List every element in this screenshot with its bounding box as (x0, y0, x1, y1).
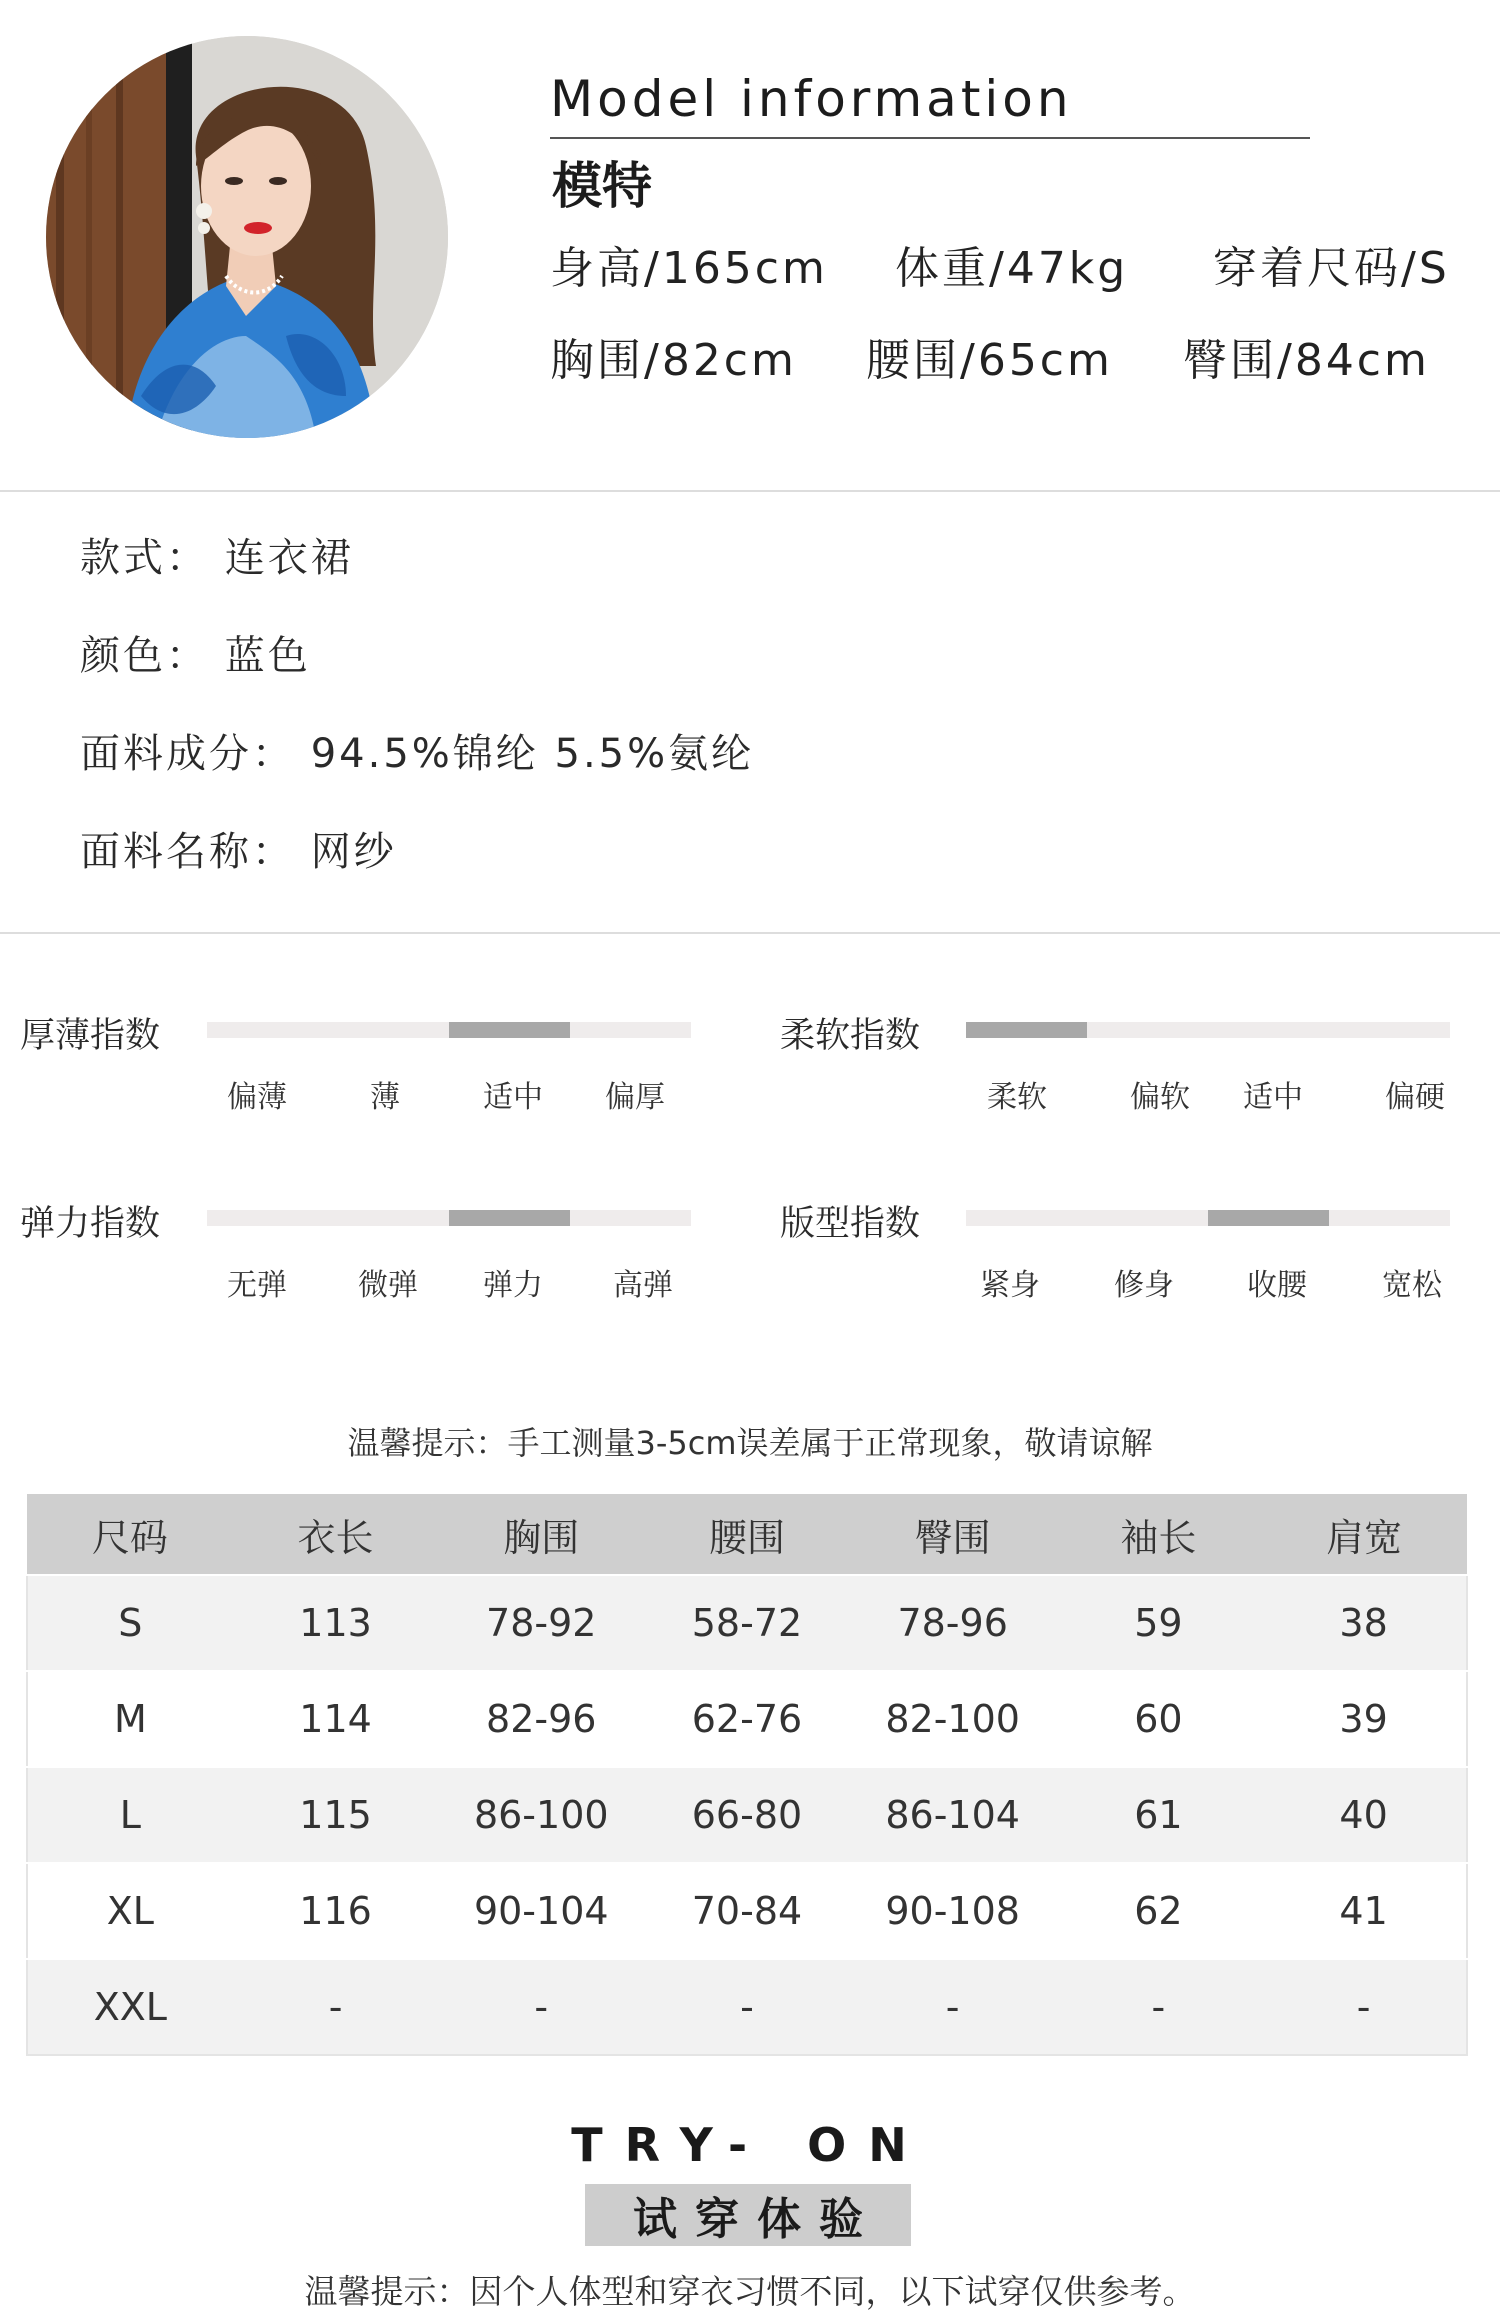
model-photo-illustration (46, 36, 448, 438)
softness-label-2: 偏软 (1130, 1080, 1190, 1115)
elasticity-label-3: 弹力 (483, 1268, 543, 1303)
model-weight: 体重/47kg (895, 243, 1129, 294)
tryon-title-en: TRY- ON (571, 2118, 929, 2172)
table-cell: 58-72 (644, 1575, 850, 1671)
table-cell: - (1056, 1959, 1262, 2055)
elasticity-index-bar (207, 1210, 691, 1226)
elasticity-label-2: 微弹 (358, 1268, 418, 1303)
table-cell: 86-100 (438, 1767, 644, 1863)
thickness-index-title: 厚薄指数 (20, 1016, 161, 1056)
table-cell: 90-108 (850, 1863, 1056, 1959)
table-cell: 38 (1261, 1575, 1467, 1671)
tryon-title-cn: 试穿体验 (633, 2194, 881, 2245)
table-cell: 78-92 (438, 1575, 644, 1671)
table-cell: 41 (1261, 1863, 1467, 1959)
table-row (27, 1767, 1467, 1863)
product-composition: 面料成分： 94.5%锦纶 5.5%氨纶 (80, 731, 755, 777)
table-cell: 62-76 (644, 1671, 850, 1767)
table-cell: - (1261, 1959, 1467, 2055)
header-waist: 腰围 (644, 1494, 850, 1575)
title-underline (550, 137, 1310, 139)
size-table-header (27, 1494, 1467, 1575)
fit-label-2: 修身 (1114, 1268, 1174, 1303)
table-cell: 40 (1261, 1767, 1467, 1863)
product-style: 款式： 连衣裙 (80, 535, 354, 581)
header-shoulder: 肩宽 (1261, 1494, 1467, 1575)
fit-label-4: 宽松 (1382, 1268, 1442, 1303)
table-cell: 82-100 (850, 1671, 1056, 1767)
table-cell: XL (27, 1863, 233, 1959)
fit-label-1: 紧身 (980, 1268, 1040, 1303)
table-row (27, 1575, 1467, 1671)
thickness-label-1: 偏薄 (227, 1080, 287, 1115)
table-cell: - (644, 1959, 850, 2055)
model-photo (46, 36, 448, 438)
table-row (27, 1863, 1467, 1959)
table-cell: 59 (1056, 1575, 1262, 1671)
table-cell: 66-80 (644, 1767, 850, 1863)
elasticity-index-marker (449, 1210, 570, 1226)
table-cell: 113 (233, 1575, 439, 1671)
thickness-index-bar (207, 1022, 691, 1038)
section-divider (0, 932, 1500, 934)
elasticity-label-1: 无弹 (227, 1268, 287, 1303)
softness-label-3: 适中 (1243, 1080, 1303, 1115)
model-bust: 胸围/82cm (550, 335, 797, 386)
header-bust: 胸围 (438, 1494, 644, 1575)
softness-index-marker (966, 1022, 1087, 1038)
model-size: 穿着尺码/S (1213, 243, 1450, 294)
tryon-title-box (585, 2184, 911, 2246)
header-size: 尺码 (27, 1494, 233, 1575)
thickness-index-marker (449, 1022, 570, 1038)
model-height: 身高/165cm (550, 243, 828, 294)
table-row (27, 1959, 1467, 2055)
model-hip: 臀围/84cm (1183, 335, 1430, 386)
softness-label-4: 偏硬 (1385, 1080, 1445, 1115)
tryon-tip: 温馨提示：因个人体型和穿衣习惯不同，以下试穿仅供参考。 (304, 2272, 1196, 2311)
header-length: 衣长 (233, 1494, 439, 1575)
softness-index-title: 柔软指数 (780, 1016, 921, 1056)
elasticity-index-title: 弹力指数 (20, 1204, 161, 1244)
table-cell: 61 (1056, 1767, 1262, 1863)
table-cell: L (27, 1767, 233, 1863)
measurement-tip: 温馨提示：手工测量3-5cm误差属于正常现象，敬请谅解 (347, 1424, 1153, 1462)
softness-label-1: 柔软 (987, 1080, 1047, 1115)
table-cell: 115 (233, 1767, 439, 1863)
table-cell: 70-84 (644, 1863, 850, 1959)
softness-index-bar (966, 1022, 1450, 1038)
fit-index-bar (966, 1210, 1450, 1226)
thickness-label-2: 薄 (370, 1080, 400, 1115)
table-cell: - (850, 1959, 1056, 2055)
table-cell: 78-96 (850, 1575, 1056, 1671)
header-hip: 臀围 (850, 1494, 1056, 1575)
thickness-label-4: 偏厚 (605, 1080, 665, 1115)
table-cell: 60 (1056, 1671, 1262, 1767)
table-cell: 90-104 (438, 1863, 644, 1959)
product-fabric: 面料名称： 网纱 (80, 829, 397, 875)
table-cell: 39 (1261, 1671, 1467, 1767)
table-row (27, 1671, 1467, 1767)
table-cell: - (233, 1959, 439, 2055)
model-info-subtitle: 模特 (552, 157, 652, 215)
table-cell: S (27, 1575, 233, 1671)
section-divider (0, 490, 1500, 492)
size-table (26, 1494, 1468, 2056)
table-cell: 114 (233, 1671, 439, 1767)
table-cell: 116 (233, 1863, 439, 1959)
model-info-title: Model information (550, 70, 1073, 128)
fit-label-3: 收腰 (1247, 1268, 1307, 1303)
model-waist: 腰围/65cm (866, 335, 1113, 386)
header-sleeve: 袖长 (1056, 1494, 1262, 1575)
table-cell: 62 (1056, 1863, 1262, 1959)
table-cell: M (27, 1671, 233, 1767)
product-color: 颜色： 蓝色 (80, 633, 311, 679)
table-cell: XXL (27, 1959, 233, 2055)
fit-index-title: 版型指数 (780, 1204, 921, 1244)
thickness-label-3: 适中 (483, 1080, 543, 1115)
elasticity-label-4: 高弹 (613, 1268, 673, 1303)
table-cell: 82-96 (438, 1671, 644, 1767)
table-cell: 86-104 (850, 1767, 1056, 1863)
table-cell: - (438, 1959, 644, 2055)
fit-index-marker (1208, 1210, 1329, 1226)
